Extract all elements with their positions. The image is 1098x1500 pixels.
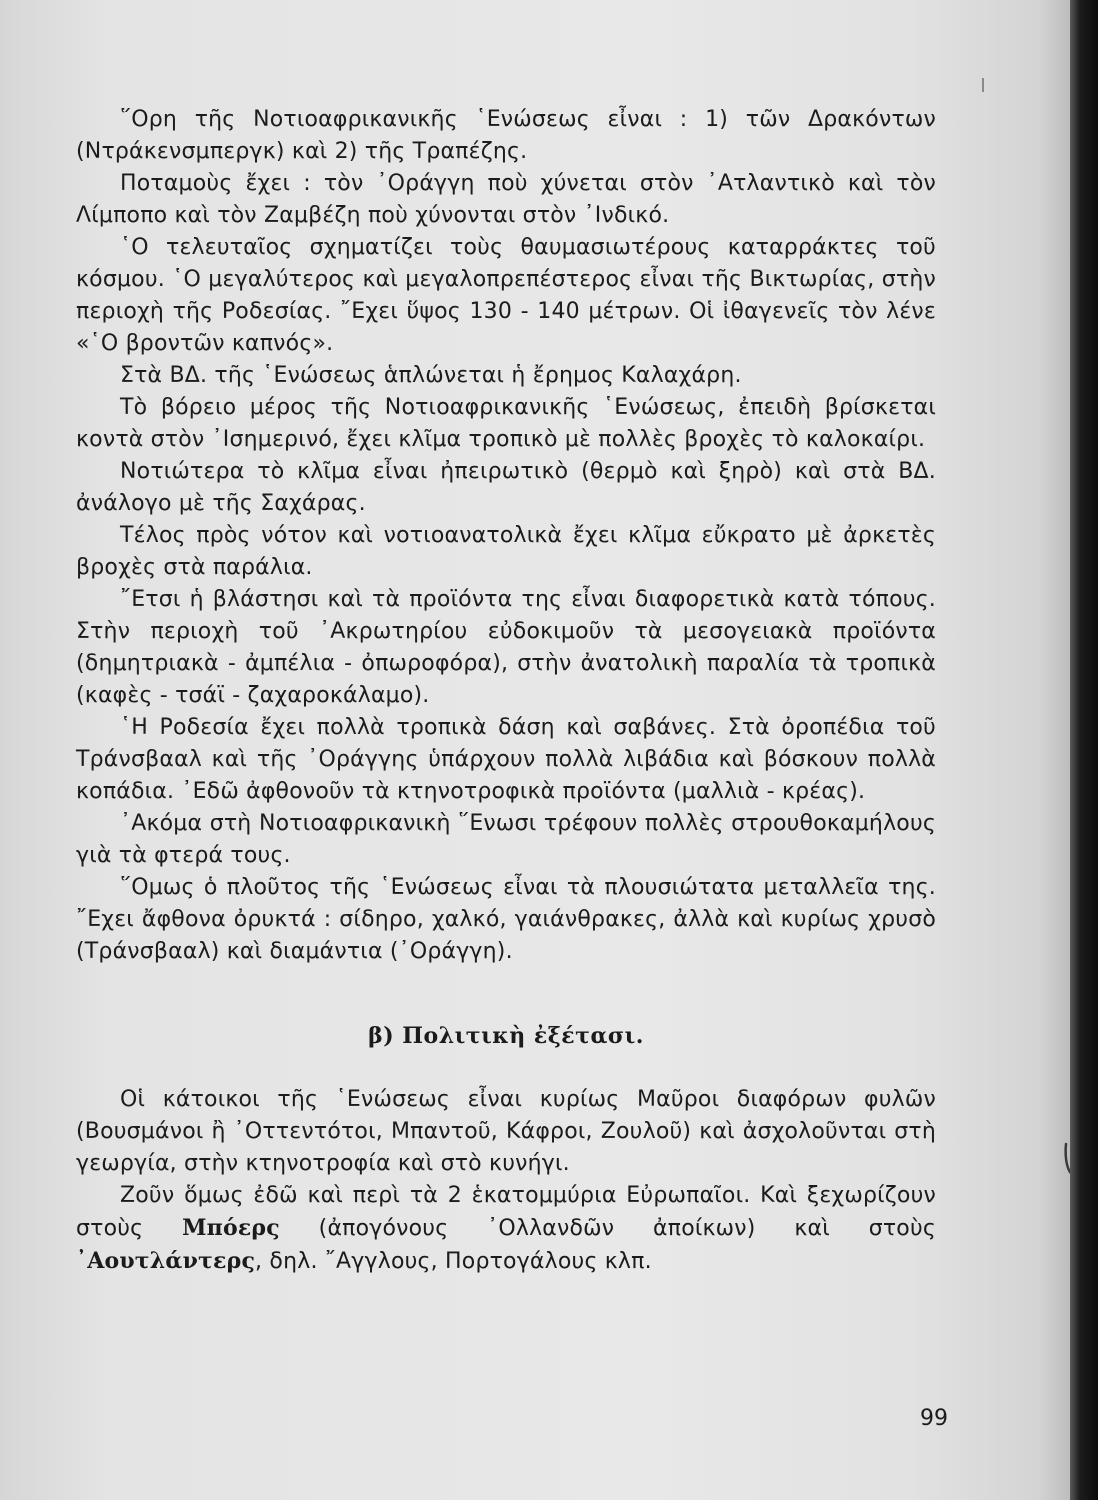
paragraph-southeast-climate: Τέλος πρὸς νότον καὶ νοτιοανατολικὰ ἔχει κλῖμα εὔκρατο μὲ ἀρκετὲς βροχὲς στὰ παράλια. [76,523,936,580]
term-uitlanders: ᾿Αουτλάντερς [76,1248,256,1274]
page-body [76,104,936,1278]
paragraph-mountains: ῞Ορη τῆς Νοτιοαφρικανικῆς ῾Ενώσεως εἶναι : 1) τῶν Δρακόντων (Ντράκενσμπεργκ) καὶ 2) τῆς Τραπέζης. [76,107,936,164]
paragraph-rivers: Ποταμοὺς ἔχει : τὸν ᾿Οράγγη ποὺ χύνεται στὸν ᾿Ατλαντικὸ καὶ τὸν Λίμποπο καὶ τὸν Ζαμβέζη ποὺ χύνονται στὸν ᾿Ινδικό. [76,171,936,228]
paragraph-minerals: ῞Ομως ὁ πλοῦτος τῆς ῾Ενώσεως εἶναι τὰ πλουσιώτατα μεταλλεῖα της. ῎Εχει ἄφθονα ὀρυκτά : σίδηρο, χαλκό, γαιάνθρακες, ἀλλὰ καὶ κυρίως χρυσὸ (Τράνσβααλ) καὶ διαμάντια (᾿Οράγγη). [76,875,936,964]
term-boers: Μπόερς [182,1215,280,1241]
paragraph-rhodesia: ῾Η Ροδεσία ἔχει πολλὰ τροπικὰ δάση καὶ σαβάνες. Στὰ ὀροπέδια τοῦ Τράνσβααλ καὶ τῆς ᾿Οράγγης ὑπάρχουν πολλὰ λιβάδια καὶ βόσκουν πολλὰ κοπάδια. ᾿Εδῶ ἀφθονοῦν τὰ κτηνοτροφικὰ προϊόντα (μαλλιὰ - κρέας). [76,715,936,804]
paragraph-vegetation: ῎Ετσι ἡ βλάστησι καὶ τὰ προϊόντα της εἶναι διαφορετικὰ κατὰ τόπους. Στὴν περιοχὴ τοῦ ᾿Ακρωτηρίου εὐδοκιμοῦν τὰ μεσογειακὰ προϊόντα (δημητριακὰ - ἀμπέλια - ὀπωροφόρα), στὴν ἀνατολικὴ παραλία τὰ τροπικὰ (καφὲς - τσάϊ - ζαχαροκάλαμο). [76,587,936,708]
paragraph-south-climate: Νοτιώτερα τὸ κλῖμα εἶναι ἠπειρωτικὸ (θερμὸ καὶ ξηρὸ) καὶ στὰ ΒΔ. ἀνάλογο μὲ τῆς Σαχάρας. [76,459,936,516]
paragraph-europeans [76,1180,936,1278]
europeans-text-2: (ἀπογόνους ᾿Ολλανδῶν ἀποίκων) καὶ στοὺς [279,1216,937,1241]
paragraph-inhabitants: Οἱ κάτοικοι τῆς ῾Ενώσεως εἶναι κυρίως Μαῦροι διαφόρων φυλῶν (Βουσμάνοι ἢ ᾿Οττεντότοι, Μπαντοῦ, Κάφροι, Ζουλοῦ) καὶ ἀσχολοῦνται στὴ γεωργία, στὴν κτηνοτροφία καὶ στὸ κυνήγι. [76,1087,936,1176]
paragraph-waterfalls: ῾Ο τελευταῖος σχηματίζει τοὺς θαυμασιωτέρους καταρράκτες τοῦ κόσμου. ῾Ο μεγαλύτερος καὶ μεγαλοπρεπέστερος εἶναι τῆς Βικτωρίας, στὴν περιοχὴ τῆς Ροδεσίας. ῎Εχει ὕψος 130 - 140 μέτρων. Οἱ ἰθαγενεῖς τὸν λένε «῾Ο βροντῶν καπνός». [76,235,936,356]
scan-mark [982,78,984,92]
paragraph-kalahari: Στὰ ΒΔ. τῆς ῾Ενώσεως ἁπλώνεται ἡ ἔρημος Καλαχάρη. [120,363,742,388]
page-number: 99 [920,1406,948,1431]
europeans-text-1: Ζοῦν ὅμως ἐδῶ καὶ περὶ τὰ 2 ἑκατομμύρια Εὐρωπαῖοι. Καὶ ξεχωρίζουν στοὺς [76,1183,936,1241]
section-heading: β) Πολιτικὴ ἐξέτασι. [368,1023,644,1049]
paragraph-ostriches: ᾿Ακόμα στὴ Νοτιοαφρικανικὴ ῞Ενωσι τρέφουν πολλὲς στρουθοκαμήλους γιὰ τὰ φτερά τους. [76,811,936,868]
europeans-text-3: , δηλ. ῎Αγγλους, Πορτογάλους κλπ. [255,1249,652,1274]
book-binding-edge [1070,0,1098,1500]
paragraph-north-climate: Τὸ βόρειο μέρος τῆς Νοτιοαφρικανικῆς ῾Ενώσεως, ἐπειδὴ βρίσκεται κοντὰ στὸν ᾿Ισημερινό, ἔχει κλῖμα τροπικὸ μὲ πολλὲς βροχὲς τὸ καλοκαίρι. [76,395,936,452]
